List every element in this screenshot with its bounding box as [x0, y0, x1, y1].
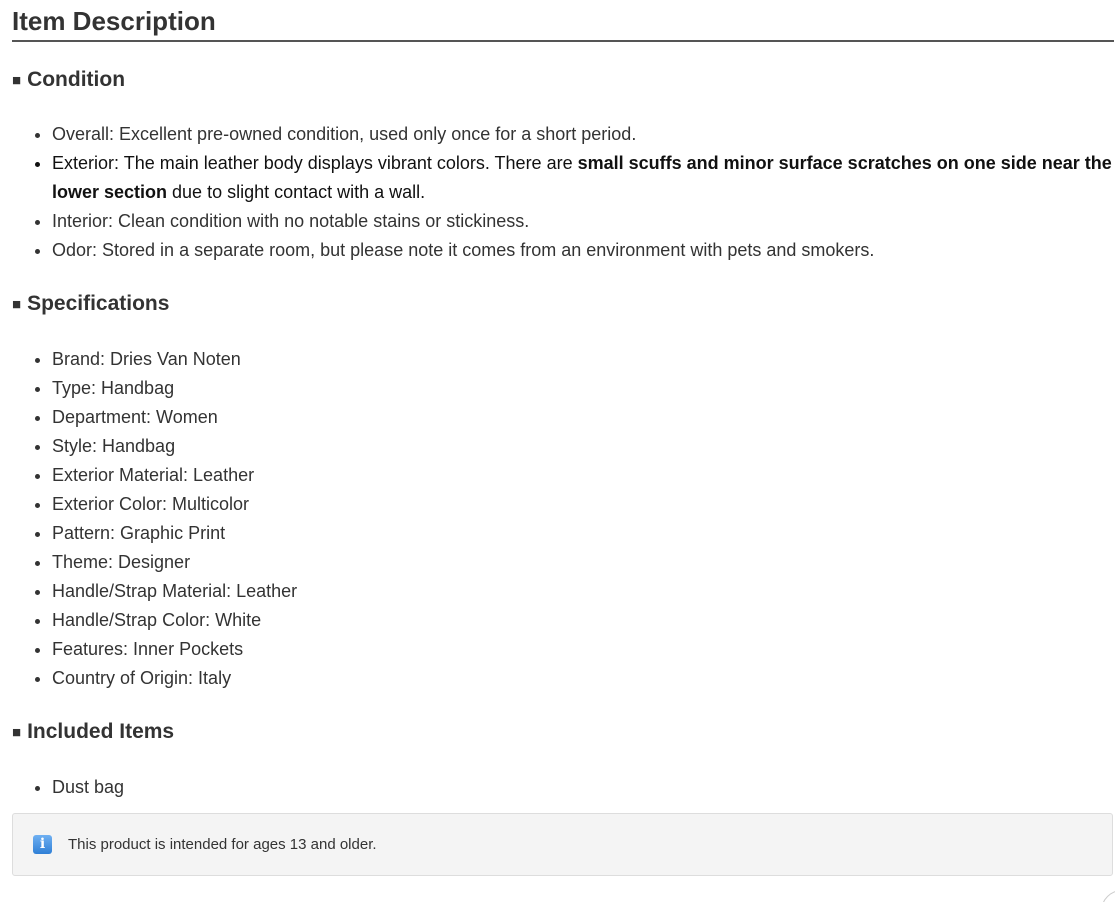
included-item: • Dust bag [52, 773, 1114, 802]
condition-item-exterior-emphasis: small scuffs and minor surface scratches on one side near the lower section [52, 153, 1112, 202]
condition-item-odor [52, 236, 1114, 265]
condition-item-odor-text: Odor: Stored in a separate room, but please note it comes from an environment with pets and smokers. [52, 240, 875, 260]
specifications-heading-label: Specifications [27, 292, 170, 315]
specifications-heading [12, 291, 1114, 319]
spec-item: • Brand: Dries Van Noten [52, 345, 1114, 374]
condition-heading-label: Condition [27, 68, 126, 91]
spec-item: • Type: Handbag [52, 374, 1114, 403]
spec-item: • Handle/Strap Color: White [52, 606, 1114, 635]
condition-item-overall-text: Overall: Excellent pre-owned condition, used only once for a short period. [52, 124, 637, 144]
condition-item-exterior-suffix: due to slight contact with a wall. [167, 182, 426, 202]
condition-item-interior [52, 207, 1114, 236]
square-bullet-icon: ■ [12, 296, 22, 313]
condition-item-overall [52, 120, 1114, 149]
condition-item-interior-text: Interior: Clean condition with no notable stains or stickiness. [52, 211, 530, 231]
specifications-list [12, 345, 1114, 693]
spec-item: • Department: Women [52, 403, 1114, 432]
spec-item: • Handle/Strap Material: Leather [52, 577, 1114, 606]
spec-item: • Style: Handbag [52, 432, 1114, 461]
age-notice [12, 813, 1113, 876]
square-bullet-icon: ■ [12, 724, 22, 741]
page-title: Item Description [12, 0, 1114, 42]
condition-item-exterior [52, 149, 1114, 207]
condition-heading [12, 67, 1114, 95]
spec-item: • Country of Origin: Italy [52, 664, 1114, 693]
age-notice-text: This product is intended for ages 13 and older. [68, 836, 377, 853]
included-items-heading-label: Included Items [27, 720, 175, 743]
spec-item: • Exterior Color: Multicolor [52, 490, 1114, 519]
included-items-list [12, 773, 1114, 802]
info-icon: i [33, 835, 52, 854]
spec-item: • Exterior Material: Leather [52, 461, 1114, 490]
condition-item-exterior-text: Exterior: The main leather body displays vibrant colors. There are [52, 153, 578, 173]
included-items-heading [12, 719, 1114, 747]
spec-item: • Pattern: Graphic Print [52, 519, 1114, 548]
scroll-corner-decoration [1101, 890, 1115, 902]
square-bullet-icon: ■ [12, 72, 22, 89]
spec-item: • Features: Inner Pockets [52, 635, 1114, 664]
spec-item: • Theme: Designer [52, 548, 1114, 577]
condition-list [12, 120, 1114, 265]
